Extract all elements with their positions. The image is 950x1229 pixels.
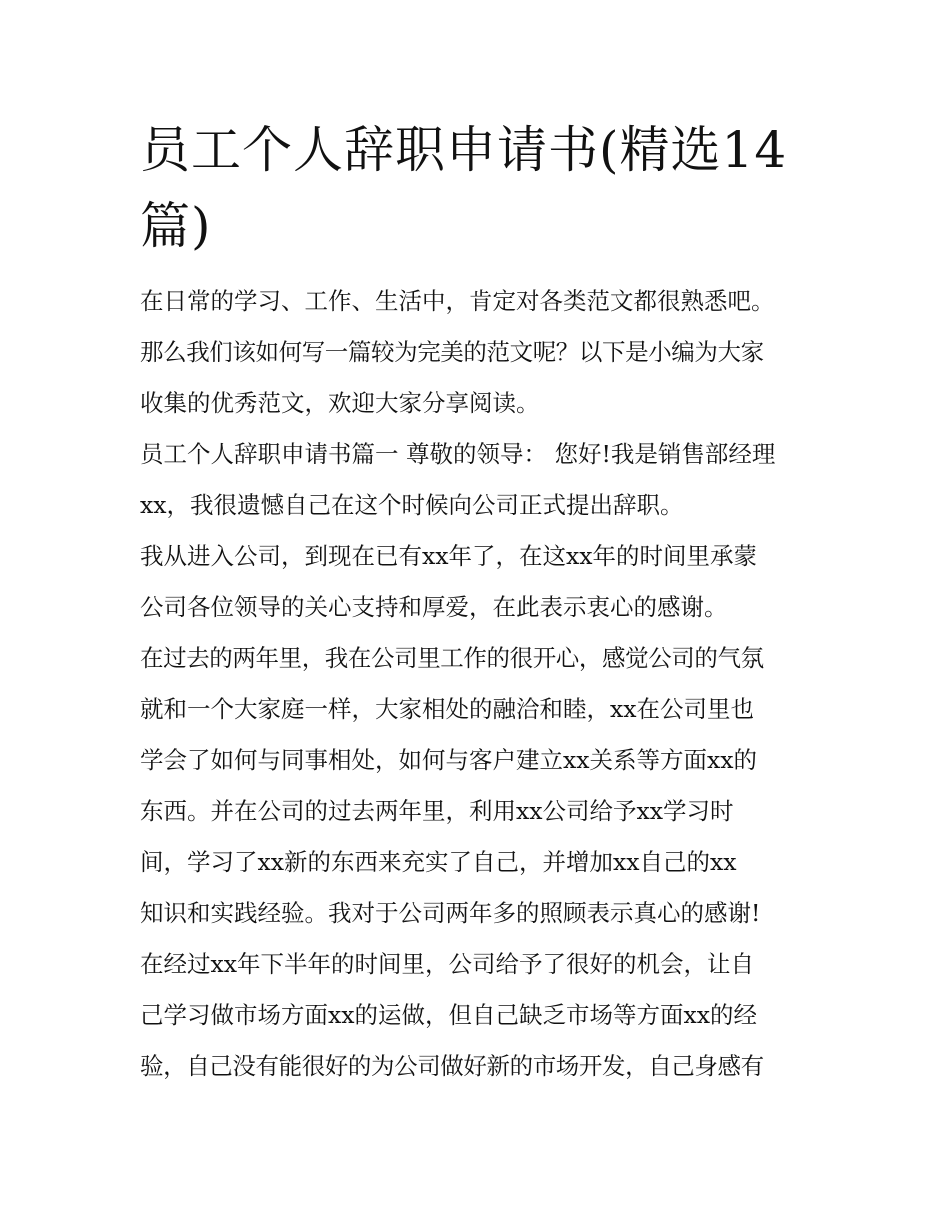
body-line: 己学习做市场方面xx的运做，但自己缺乏市场等方面xx的经 <box>140 1001 758 1029</box>
body-line: 就和一个大家庭一样，大家相处的融洽和睦，xx在公司里也 <box>140 695 755 723</box>
body-line: 那么我们该如何写一篇较为完美的范文呢？以下是小编为大家 <box>140 338 764 366</box>
body-line: 在过去的两年里，我在公司里工作的很开心，感觉公司的气氛 <box>140 644 764 672</box>
body-line: 东西。并在公司的过去两年里，利用xx公司给予xx学习时 <box>140 797 734 825</box>
body-line: 在经过xx年下半年的时间里，公司给予了很好的机会，让自 <box>140 950 755 978</box>
body-line: 间，学习了xx新的东西来充实了自己，并增加xx自己的xx <box>140 848 737 876</box>
body-line: 知识和实践经验。我对于公司两年多的照顾表示真心的感谢! <box>140 899 761 927</box>
document-title <box>140 112 820 264</box>
body-line: 在日常的学习、工作、生活中，肯定对各类范文都很熟悉吧。 <box>140 287 775 315</box>
body-line: 公司各位领导的关心支持和厚爱，在此表示衷心的感谢。 <box>140 593 728 621</box>
title-line: 员工个人辞职申请书(精选14 <box>140 121 788 179</box>
document-content <box>140 112 820 1092</box>
body-line: 验，自己没有能很好的为公司做好新的市场开发，自己身感有 <box>140 1052 764 1080</box>
body-line: xx，我很遗憾自己在这个时候向公司正式提出辞职。 <box>140 491 684 519</box>
document-body <box>140 276 820 1092</box>
body-line: 我从进入公司，到现在已有xx年了，在这xx年的时间里承蒙 <box>140 542 758 570</box>
body-line: 收集的优秀范文，欢迎大家分享阅读。 <box>140 389 540 417</box>
body-line: 学会了如何与同事相处，如何与客户建立xx关系等方面xx的 <box>140 746 758 774</box>
body-line: 员工个人辞职申请书篇一 尊敬的领导： 您好!我是销售部经理 <box>140 440 776 468</box>
title-line: 篇) <box>140 197 212 255</box>
